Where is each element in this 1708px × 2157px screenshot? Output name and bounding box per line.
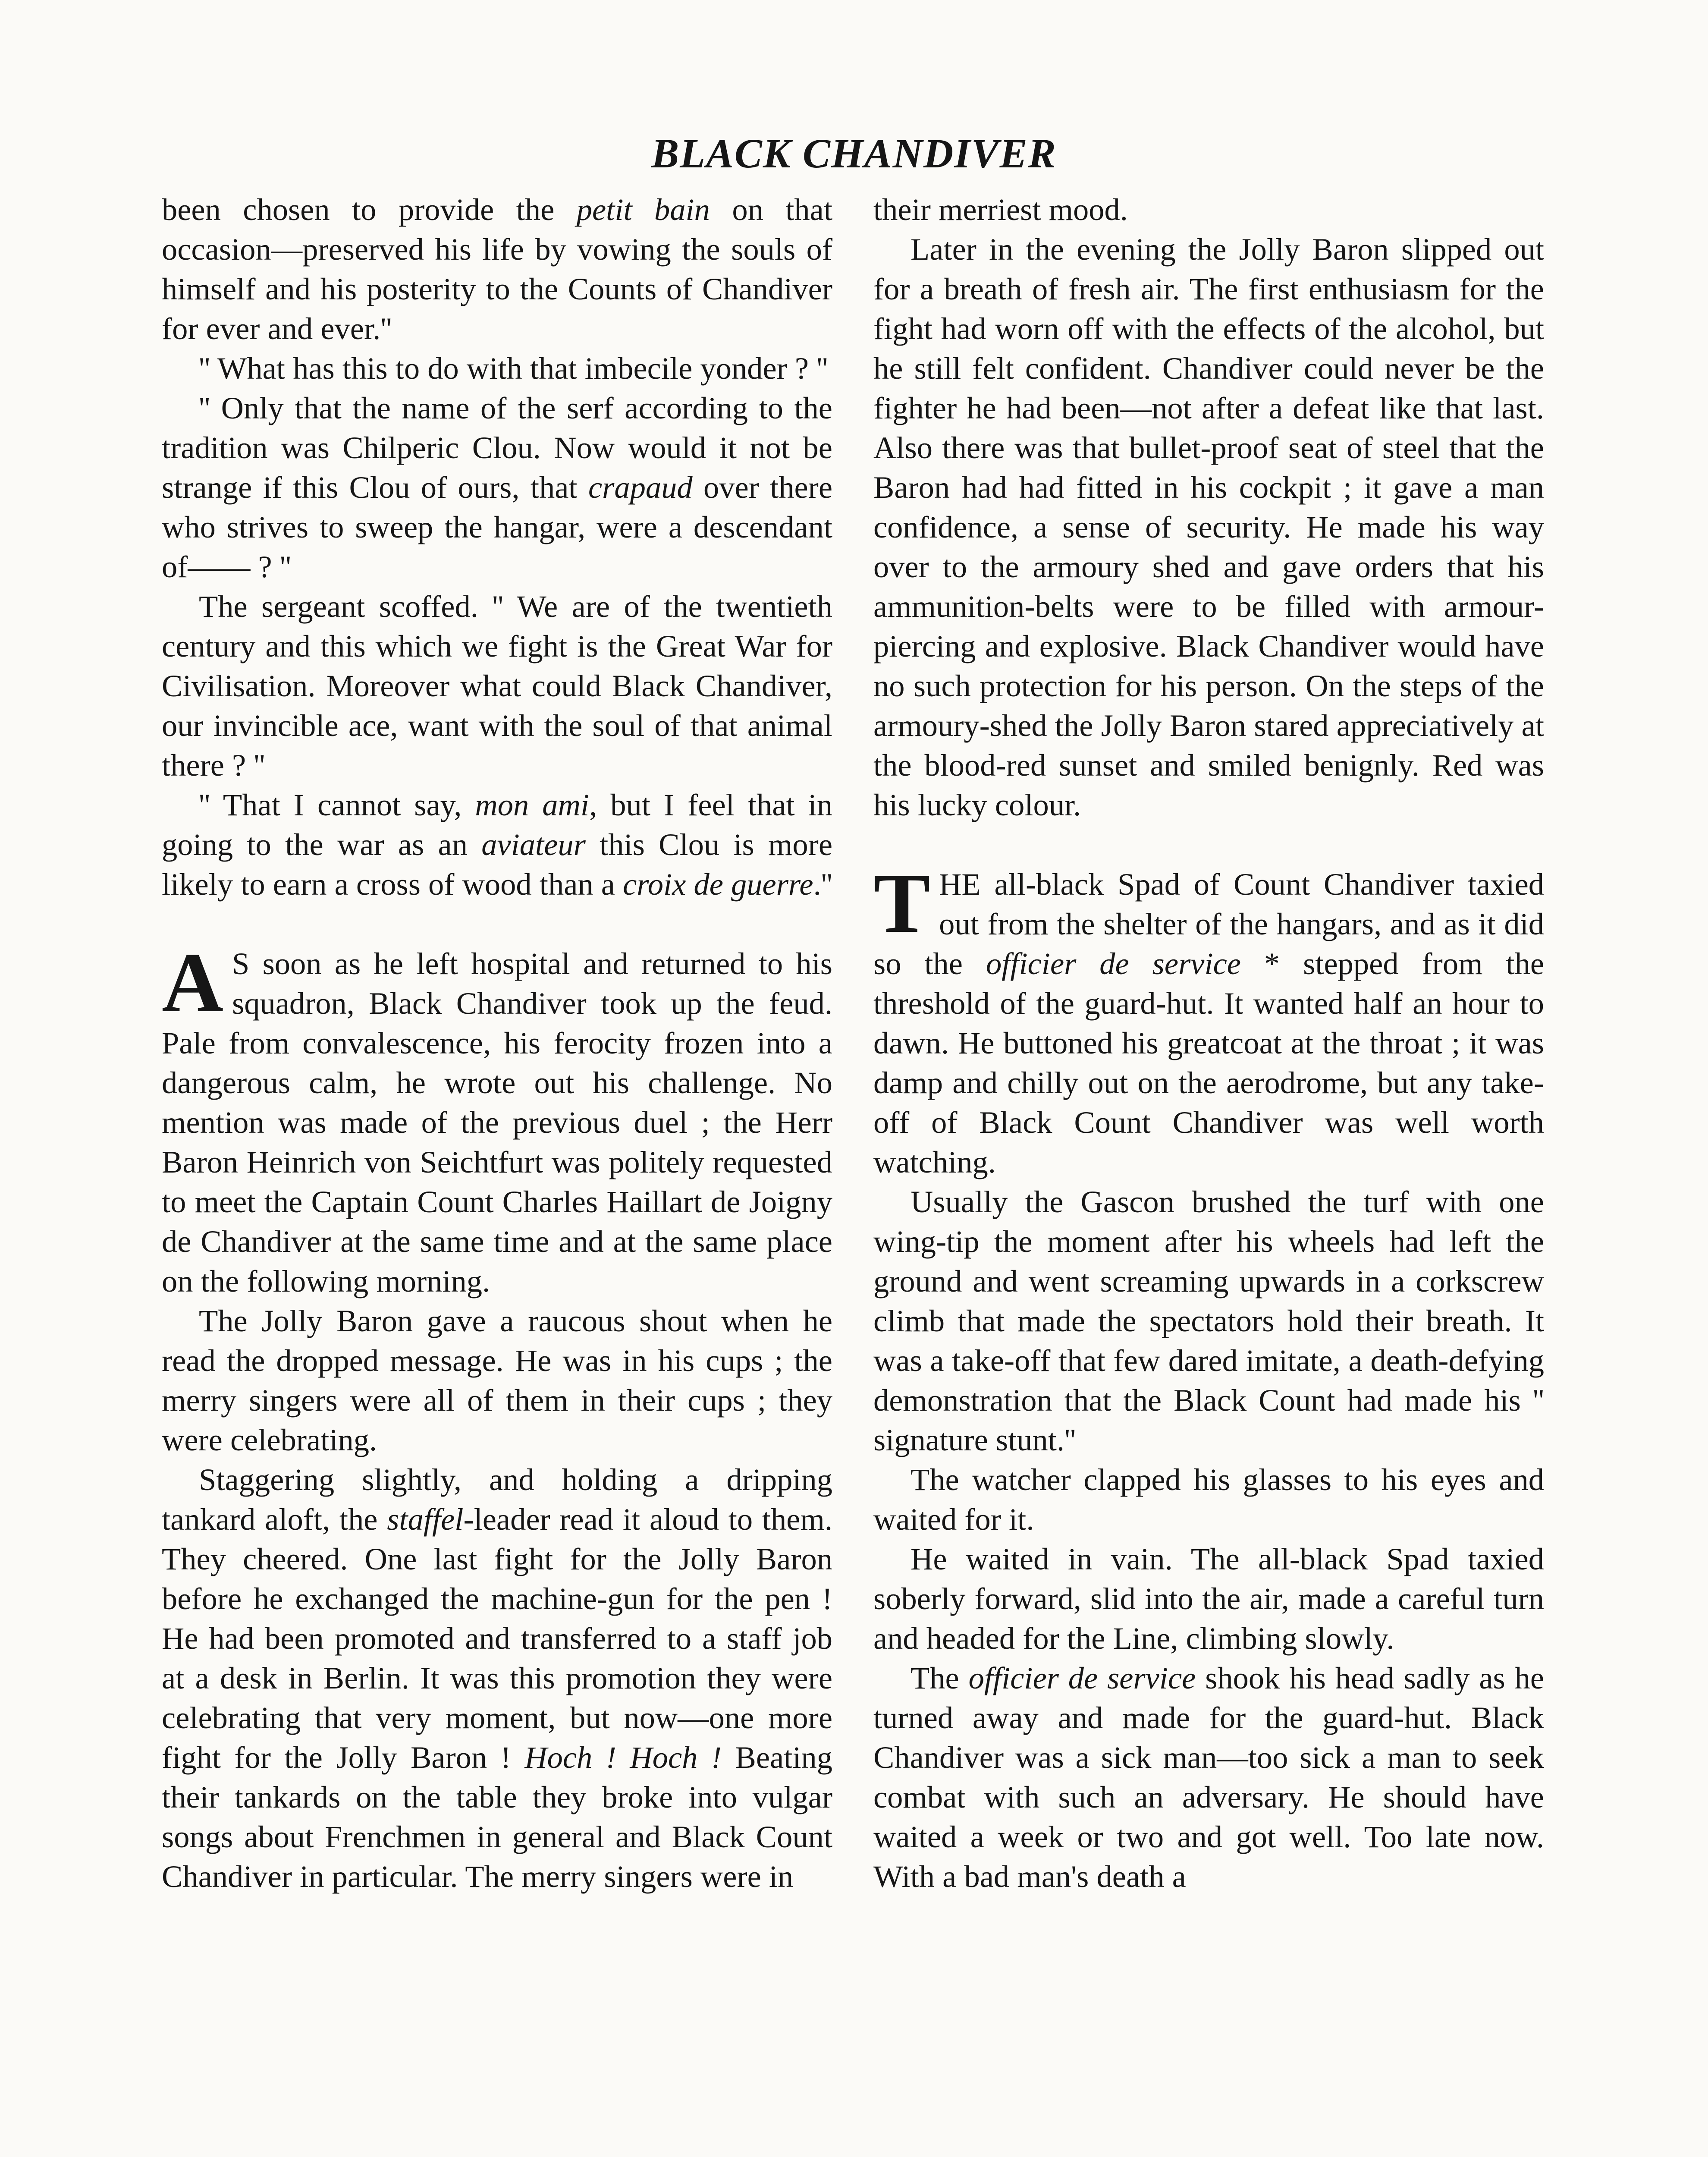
right-column bbox=[873, 190, 1544, 1896]
paragraph: The Jolly Baron gave a raucous shout when he read the dropped message. He was in his cups ; the merry singers were all of them in their cups ; they were celebrating. bbox=[162, 1303, 832, 1457]
drop-cap: A bbox=[162, 935, 223, 1030]
paragraph: The sergeant scoffed. '' We are of the twentieth century and this which we fight is the Great War for Civilisation. Moreover what could Black Chandiver, our invincible ace, want with the soul of that animal there ? '' bbox=[162, 589, 832, 783]
paragraph: Later in the evening the Jolly Baron slipped out for a breath of fresh air. The first enthusiasm for the fight had worn off with the effects of the alcohol, but he still felt confident. Chandiver could never be the fighter he had been—not after a defeat like that last. Also there was that bullet-proof seat of steel that the Baron had had fitted in his cockpit ; it gave a man confidence, a sense of security. He made his way over to the armoury shed and gave orders that his ammunition-belts were to be filled with armour-piercing and explosive. Black Chandiver would have no such protection for his person. On the steps of the armoury-shed the Jolly Baron stared appreciatively at the blood-red sunset and smiled benignly. Red was his lucky colour. bbox=[873, 232, 1544, 822]
paragraph: Usually the Gascon brushed the turf with one wing-tip the moment after his wheels had left the ground and went screaming upwards in a corkscrew climb that made the spectators hold their breath. It was a take-off that few dared imitate, a death-defying demonstration that the Black Count had made his '' signature stunt.'' bbox=[873, 1184, 1544, 1457]
paragraph: The officier de service shook his head sadly as he turned away and made for the guard-hut. Black Chandiver was a sick man—too sick a man to seek combat with such an adversary. He should have waited a week or two and got well. Too late now. With a bad man's death a bbox=[873, 1660, 1544, 1894]
paragraph: The watcher clapped his glasses to his eyes and waited for it. bbox=[873, 1462, 1544, 1537]
paragraph: their merriest mood. bbox=[873, 192, 1128, 227]
paragraph: '' That I cannot say, mon ami, but I feel that in going to the war as an aviateur this Clou is more likely to earn a cross of wood than a croix de guerre.'' bbox=[162, 787, 832, 902]
paragraph: been chosen to provide the petit bain on that occasion—preserved his life by vowing the souls of himself and his posterity to the Counts of Chandiver for ever and ever.'' bbox=[162, 192, 833, 346]
paragraph: THE all-black Spad of Count Chandiver taxied out from the shelter of the hangars, and as it did so the officier de service * stepped from the threshold of the guard-hut. It wanted half an hour to dawn. He buttoned his greatcoat at the throat ; it was damp and chilly out on the aerodrome, but any take-off of Black Count Chandiver was well worth watching. bbox=[873, 856, 1544, 1179]
paragraph: A S soon as he left hospital and returned to his squadron, Black Chandiver took up the feud. Pale from convalescence, his ferocity frozen into a dangerous calm, he wrote out his challenge. No mention was made of the previous duel ; the Herr Baron Heinrich von Seichtfurt was politely requested to meet the Captain Count Charles Haillart de Joigny de Chandiver at the same time and at the same place on the following morning. bbox=[162, 935, 832, 1299]
section-break bbox=[162, 904, 832, 944]
paragraph: '' What has this to do with that imbecile yonder ? '' bbox=[199, 351, 828, 386]
paragraph: Staggering slightly, and holding a dripping tankard aloft, the staffel-leader read it aloud to them. They cheered. One last fight for the Jolly Baron before he exchanged the machine-gun for the pen ! He had been promoted and transferred to a staff job at a desk in Berlin. It was this promotion they were celebrating that very moment, but now—one more fight for the Jolly Baron ! Hoch ! Hoch ! Beating their tankards on the table they broke into vulgar songs about Frenchmen in general and Black Count Chandiver in particular. The merry singers were in bbox=[162, 1462, 833, 1894]
paragraph: '' Only that the name of the serf according to the tradition was Chilperic Clou. Now would it not be strange if this Clou of ours, that crapaud over there who strives to sweep the hangar, were a descendant of—— ? '' bbox=[162, 390, 833, 584]
drop-cap: T bbox=[873, 856, 931, 950]
running-head: BLACK CHANDIVER bbox=[651, 130, 1057, 176]
paragraph: He waited in vain. The all-black Spad taxied soberly forward, slid into the air, made a careful turn and headed for the Line, climbing slowly. bbox=[873, 1541, 1544, 1656]
left-column bbox=[162, 190, 832, 1896]
section-break bbox=[873, 825, 1544, 865]
